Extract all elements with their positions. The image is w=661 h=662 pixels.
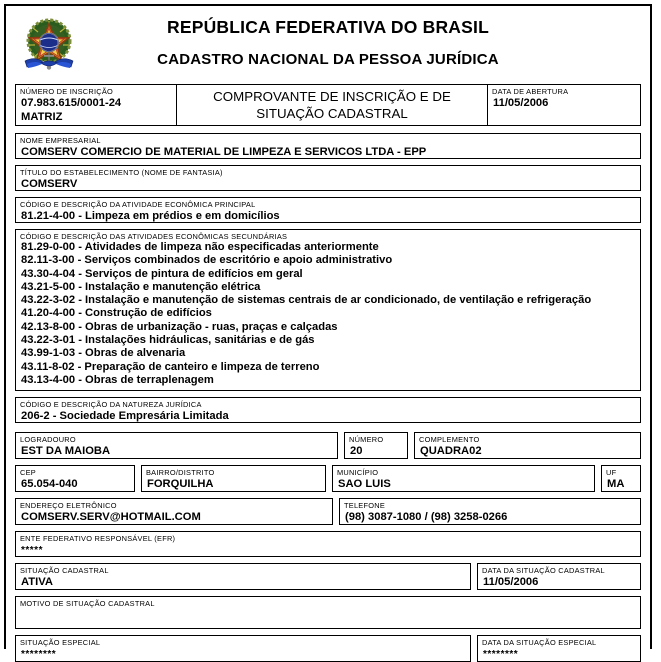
field-value: (98) 3087-1080 / (98) 3258-0266: [345, 511, 508, 524]
list-item: 81.29-0-00 - Atividades de limpeza não especificadas anteriormente: [21, 241, 379, 253]
field-uf: [601, 465, 641, 492]
field-cep: [15, 465, 135, 492]
field-value: ********: [483, 649, 519, 661]
field-value: EST DA MAIOBA: [21, 445, 111, 458]
field-value: ATIVA: [21, 576, 53, 589]
field-value: 65.054-040: [21, 478, 78, 491]
list-item: 82.11-3-00 - Serviços combinados de escritório e apoio administrativo: [21, 254, 393, 267]
field-value: 81.21-4-00 - Limpeza em prédios e em domicílios: [21, 210, 280, 222]
field-motivo-situacao-cadastral: [15, 596, 641, 629]
field-label: ENTE FEDERATIVO RESPONSÁVEL (EFR): [20, 534, 176, 544]
list-item: 43.22-3-01 - Instalações hidráulicas, sanitárias e de gás: [21, 334, 315, 347]
field-bairro: [141, 465, 326, 492]
field-efr: [15, 531, 641, 557]
field-value: 11/05/2006: [483, 576, 539, 589]
field-value: FORQUILHA: [147, 478, 214, 491]
field-label: NÚMERO DE INSCRIÇÃO: [20, 87, 114, 96]
field-value: COMSERV COMERCIO DE MATERIAL DE LIMPEZA E SERVICOS LTDA - EPP: [21, 146, 427, 158]
atividades-secundarias-list: [16, 241, 640, 387]
field-label: TELEFONE: [344, 501, 386, 511]
field-nome-empresarial: [15, 133, 641, 159]
field-value: [16, 608, 640, 609]
field-value: MA: [607, 478, 625, 491]
field-label: NOME EMPRESARIAL: [20, 136, 101, 145]
field-data-situacao-cadastral: [477, 563, 641, 590]
field-municipio: [332, 465, 595, 492]
list-item: 42.13-8-00 - Obras de urbanização - ruas, praças e calçadas: [21, 320, 338, 333]
field-value-secondary: MATRIZ: [21, 111, 63, 123]
field-value: COMSERV: [21, 178, 78, 190]
page-subtitle: CADASTRO NACIONAL DA PESSOA JURÍDICA: [157, 51, 499, 68]
field-label: DATA DA SITUAÇÃO ESPECIAL: [482, 638, 597, 648]
field-logradouro: [15, 432, 338, 459]
field-atividades-secundarias: [15, 229, 641, 391]
field-numero: [344, 432, 408, 459]
field-value: 206-2 - Sociedade Empresária Limitada: [21, 410, 229, 423]
field-label: LOGRADOURO: [20, 435, 76, 445]
field-label: BAIRRO/DISTRITO: [146, 468, 215, 478]
list-item: 43.21-5-00 - Instalação e manutenção elétrica: [21, 280, 261, 293]
field-label: CÓDIGO E DESCRIÇÃO DAS ATIVIDADES ECONÔMICAS SECUNDÁRIAS: [20, 232, 288, 241]
document-type-title-text: COMPROVANTE DE INSCRIÇÃO E DE SITUAÇÃO CADASTRAL: [213, 89, 451, 121]
list-item: 43.30-4-04 - Serviços de pintura de edifícios em geral: [21, 267, 303, 280]
field-label: SITUAÇÃO CADASTRAL: [20, 566, 109, 576]
field-value: QUADRA02: [420, 445, 482, 458]
field-label: DATA DE ABERTURA: [492, 87, 569, 96]
field-label: UF: [606, 468, 617, 478]
list-item: 43.99-1-03 - Obras de alvenaria: [21, 347, 186, 360]
field-natureza-juridica: [15, 397, 641, 423]
field-value: 07.983.615/0001-24: [21, 97, 122, 109]
page-title: REPÚBLICA FEDERATIVA DO BRASIL: [167, 17, 489, 37]
field-situacao-cadastral: [15, 563, 471, 590]
field-label: MUNICÍPIO: [337, 468, 379, 478]
document-type-title: [177, 85, 488, 125]
field-label: TÍTULO DO ESTABELECIMENTO (NOME DE FANTASIA): [20, 168, 223, 177]
field-complemento: [414, 432, 641, 459]
field-data-abertura: [488, 85, 640, 125]
field-titulo-estabelecimento: [15, 165, 641, 191]
field-label: NÚMERO: [349, 435, 384, 445]
field-label: CEP: [20, 468, 36, 478]
field-value: ********: [21, 649, 57, 661]
field-data-situacao-especial: [477, 635, 641, 662]
field-value: 20: [350, 445, 363, 458]
field-label: DATA DA SITUAÇÃO CADASTRAL: [482, 566, 605, 576]
list-item: 41.20-4-00 - Construção de edifícios: [21, 307, 212, 320]
field-atividade-principal: [15, 197, 641, 223]
brazil-coat-of-arms-icon: [19, 15, 79, 79]
list-item: 43.22-3-02 - Instalação e manutenção de sistemas centrais de ar condicionado, de ventilação e refrigeração: [21, 294, 592, 307]
document-header: [6, 6, 650, 84]
field-value: SAO LUIS: [338, 478, 391, 491]
header-band: [15, 84, 641, 126]
field-numero-inscricao: [16, 85, 177, 125]
field-value: COMSERV.SERV@HOTMAIL.COM: [21, 511, 201, 524]
field-label: CÓDIGO E DESCRIÇÃO DA ATIVIDADE ECONÔMICA PRINCIPAL: [20, 200, 256, 209]
field-endereco-eletronico: [15, 498, 333, 525]
field-label: CÓDIGO E DESCRIÇÃO DA NATUREZA JURÍDICA: [20, 400, 202, 410]
field-situacao-especial: [15, 635, 471, 662]
cnpj-certificate-page: [4, 4, 652, 661]
list-item: 43.13-4-00 - Obras de terraplenagem: [21, 373, 214, 386]
field-value: *****: [21, 545, 43, 557]
field-label: SITUAÇÃO ESPECIAL: [20, 638, 101, 648]
list-item: 43.11-8-02 - Preparação de canteiro e limpeza de terreno: [21, 360, 320, 373]
field-label: COMPLEMENTO: [419, 435, 480, 445]
field-label: ENDEREÇO ELETRÔNICO: [20, 501, 117, 511]
field-label: MOTIVO DE SITUAÇÃO CADASTRAL: [20, 599, 155, 609]
field-value: 11/05/2006: [493, 97, 549, 109]
field-telefone: [339, 498, 641, 525]
